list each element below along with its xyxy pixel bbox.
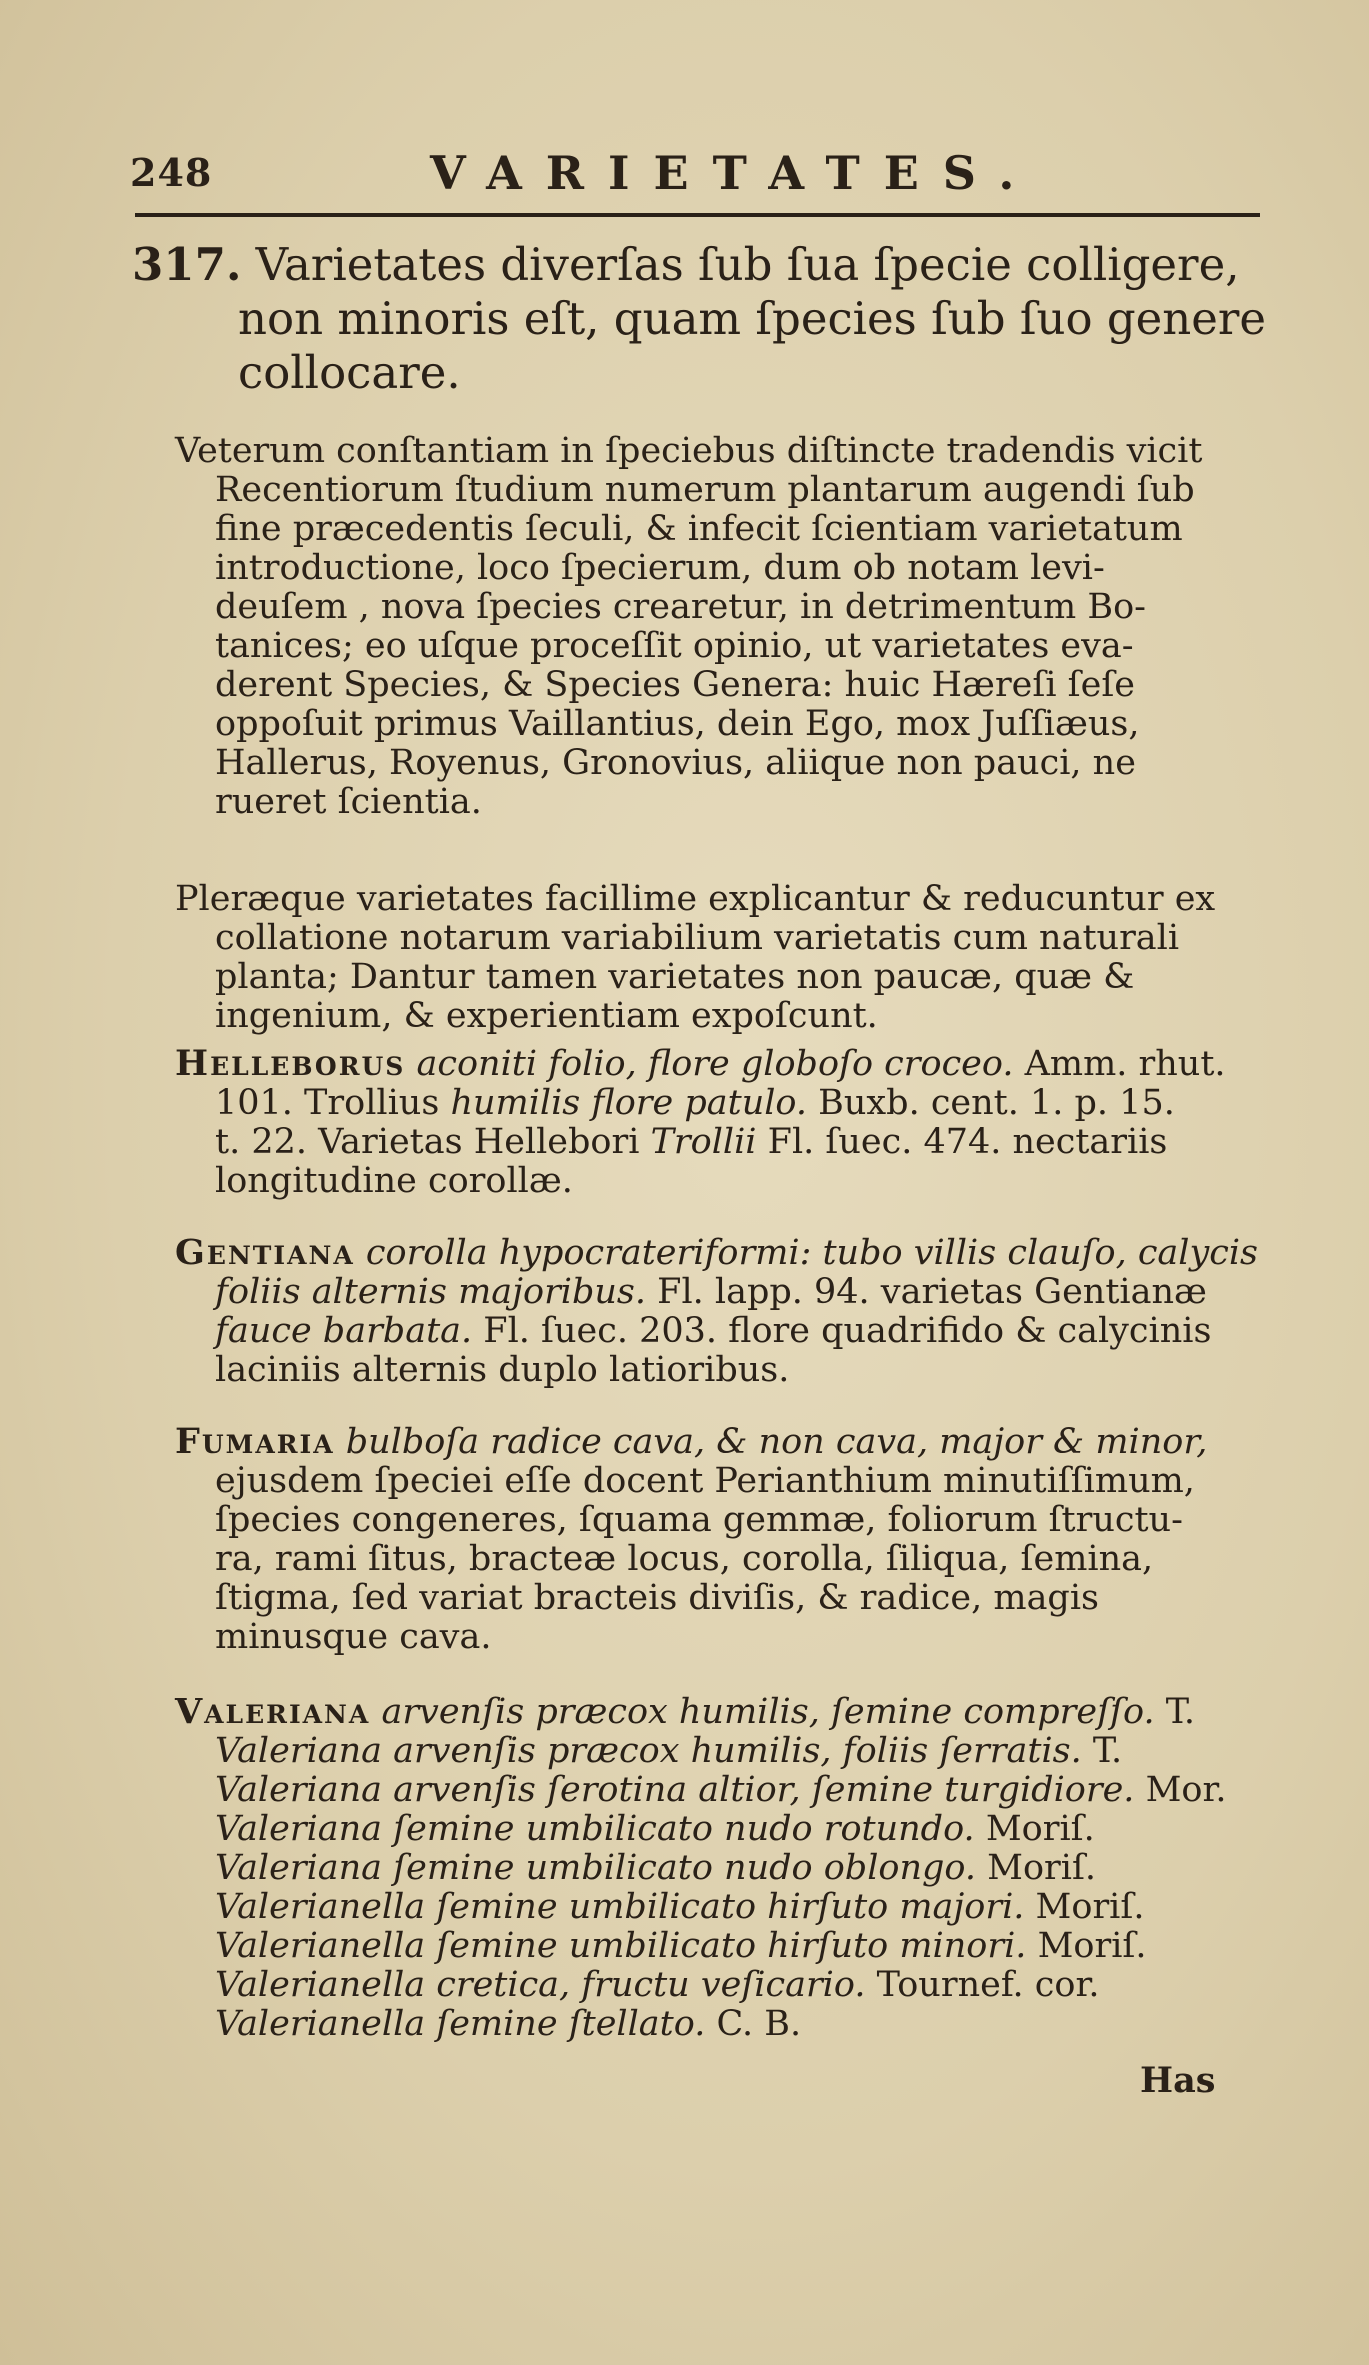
synonym-line: Valeriana arvenſis præcox humilis, foliis ſerratis. T. bbox=[215, 1731, 1123, 1771]
synonym-line: Valerianella ſemine umbilicato hirſuto majori. Moriſ. bbox=[215, 1887, 1145, 1927]
text-line: minusque cava. bbox=[215, 1617, 492, 1657]
text-line: foliis alternis majoribus. Fl. lapp. 94. varietas Gentianæ bbox=[215, 1272, 1207, 1312]
text-line: t. 22. Varietas Hellebori Trollii Fl. ſuec. 474. nectariis bbox=[215, 1122, 1168, 1162]
text-line: Fumaria bulboſa radice cava, & non cava, major & minor, bbox=[175, 1421, 1208, 1462]
synonym-line: Valeriana arvenſis ſerotina altior, ſemine turgidiore. Mor. bbox=[215, 1770, 1227, 1810]
text-line: longitudine corollæ. bbox=[215, 1161, 573, 1201]
synonym-line: Valeriana ſemine umbilicato nudo rotundo. Moriſ. bbox=[215, 1809, 1095, 1849]
paragraph-pleraeque bbox=[175, 880, 1285, 1036]
genus-name: Helleborus bbox=[175, 1043, 406, 1084]
text-line: Veterum conſtantiam in ſpeciebus diſtinctе tradendis vicit bbox=[175, 431, 1203, 471]
aphorism-number: 317. bbox=[132, 238, 242, 291]
text-line: planta; Dantur tamen varietates non paucæ, quæ & bbox=[215, 957, 1135, 997]
paragraph-helleborus bbox=[175, 1044, 1285, 1201]
aphorism-line-3: collocare. bbox=[238, 346, 461, 399]
synonym-line: Valerianella ſemine umbilicato hirſuto minori. Moriſ. bbox=[215, 1926, 1147, 1966]
header-rule bbox=[135, 213, 1260, 217]
text-line: Valeriana arvenſis præcox humilis, ſemine compreſſo. T. bbox=[175, 1691, 1196, 1732]
synonym-line: Valeriana ſemine umbilicato nudo oblongo. Moriſ. bbox=[215, 1848, 1097, 1888]
text-line: ingenium, & experientiam expoſcunt. bbox=[215, 996, 878, 1036]
paragraph-valeriana bbox=[175, 1692, 1285, 2044]
text-line: derent Species, & Species Genera: huic Hæreſi ſeſe bbox=[215, 665, 1135, 705]
aphorism-line-2: non minoris eſt, quam ſpecies ſub ſuo genere bbox=[238, 292, 1267, 345]
aphorism-317 bbox=[132, 238, 1282, 400]
page-number: 248 bbox=[130, 150, 213, 195]
genus-name: Valeriana bbox=[175, 1691, 371, 1732]
paragraph-fumaria bbox=[175, 1422, 1285, 1657]
catchword: Has bbox=[1140, 2060, 1216, 2101]
paragraph-gentiana bbox=[175, 1233, 1285, 1390]
synonym-line: Valerianella cretica, fructu veſicario. Tournef. cor. bbox=[215, 1965, 1100, 2005]
paragraph-veterum bbox=[175, 432, 1285, 822]
text-line: Helleborus aconiti folio, flore globoſo croceo. Amm. rhut. bbox=[175, 1043, 1226, 1084]
text-line: oppoſuit primus Vaillantius, dein Ego, mox Juſſiæus, bbox=[215, 704, 1140, 744]
synonym-line: Valerianella ſemine ſtellato. C. B. bbox=[215, 2004, 802, 2044]
text-line: ejusdem ſpeciei eſſe docent Perianthium minutiſſimum, bbox=[215, 1461, 1195, 1501]
page-header bbox=[130, 146, 1280, 210]
text-line: rueret ſcientia. bbox=[215, 782, 482, 822]
aphorism-line-1: Varietates diverſas ſub ſua ſpecie colligere, bbox=[255, 238, 1240, 291]
genus-name: Fumaria bbox=[175, 1421, 335, 1462]
text-line: fauce barbata. Fl. ſuec. 203. flore quadrifido & calycinis bbox=[215, 1311, 1212, 1351]
text-line: deuſem , nova ſpecies crearetur, in detrimentum Bo- bbox=[215, 587, 1146, 627]
text-line: ſpecies congeneres, ſquama gemmæ, foliorum ſtructu- bbox=[215, 1500, 1183, 1540]
text-line: laciniis alternis duplo latioribus. bbox=[215, 1350, 790, 1390]
text-line: Recentiorum ſtudium numerum plantarum augendi ſub bbox=[215, 470, 1195, 510]
text-line: Gentiana corolla hypocrateriformi: tubo villis clauſo, calycis bbox=[175, 1232, 1259, 1273]
text-line: introductione, loco ſpecierum, dum ob notam levi- bbox=[215, 548, 1105, 588]
text-line: tanices; eo uſque proceſſit opinio, ut varietates eva- bbox=[215, 626, 1134, 666]
text-line: Pleræque varietates facillime explicantur & reducuntur ex bbox=[175, 879, 1216, 919]
text-line: ra, rami ſitus, bracteæ locus, corolla, ſiliqua, ſemina, bbox=[215, 1539, 1154, 1579]
text-line: collatione notarum variabilium varietatis cum naturali bbox=[215, 918, 1180, 958]
genus-name: Gentiana bbox=[175, 1232, 355, 1273]
text-line: Hallerus, Royenus, Gronovius, aliique non pauci, ne bbox=[215, 743, 1136, 783]
text-line: 101. Trollius humilis flore patulo. Buxb. cent. 1. p. 15. bbox=[215, 1083, 1175, 1123]
text-line: fine præcedentis ſeculi, & infecit ſcientiam varietatum bbox=[215, 509, 1183, 549]
text-line: ſtigma, ſed variat bracteis diviſis, & radice, magis bbox=[215, 1578, 1099, 1618]
running-title: VARIETATES. bbox=[430, 146, 1039, 200]
